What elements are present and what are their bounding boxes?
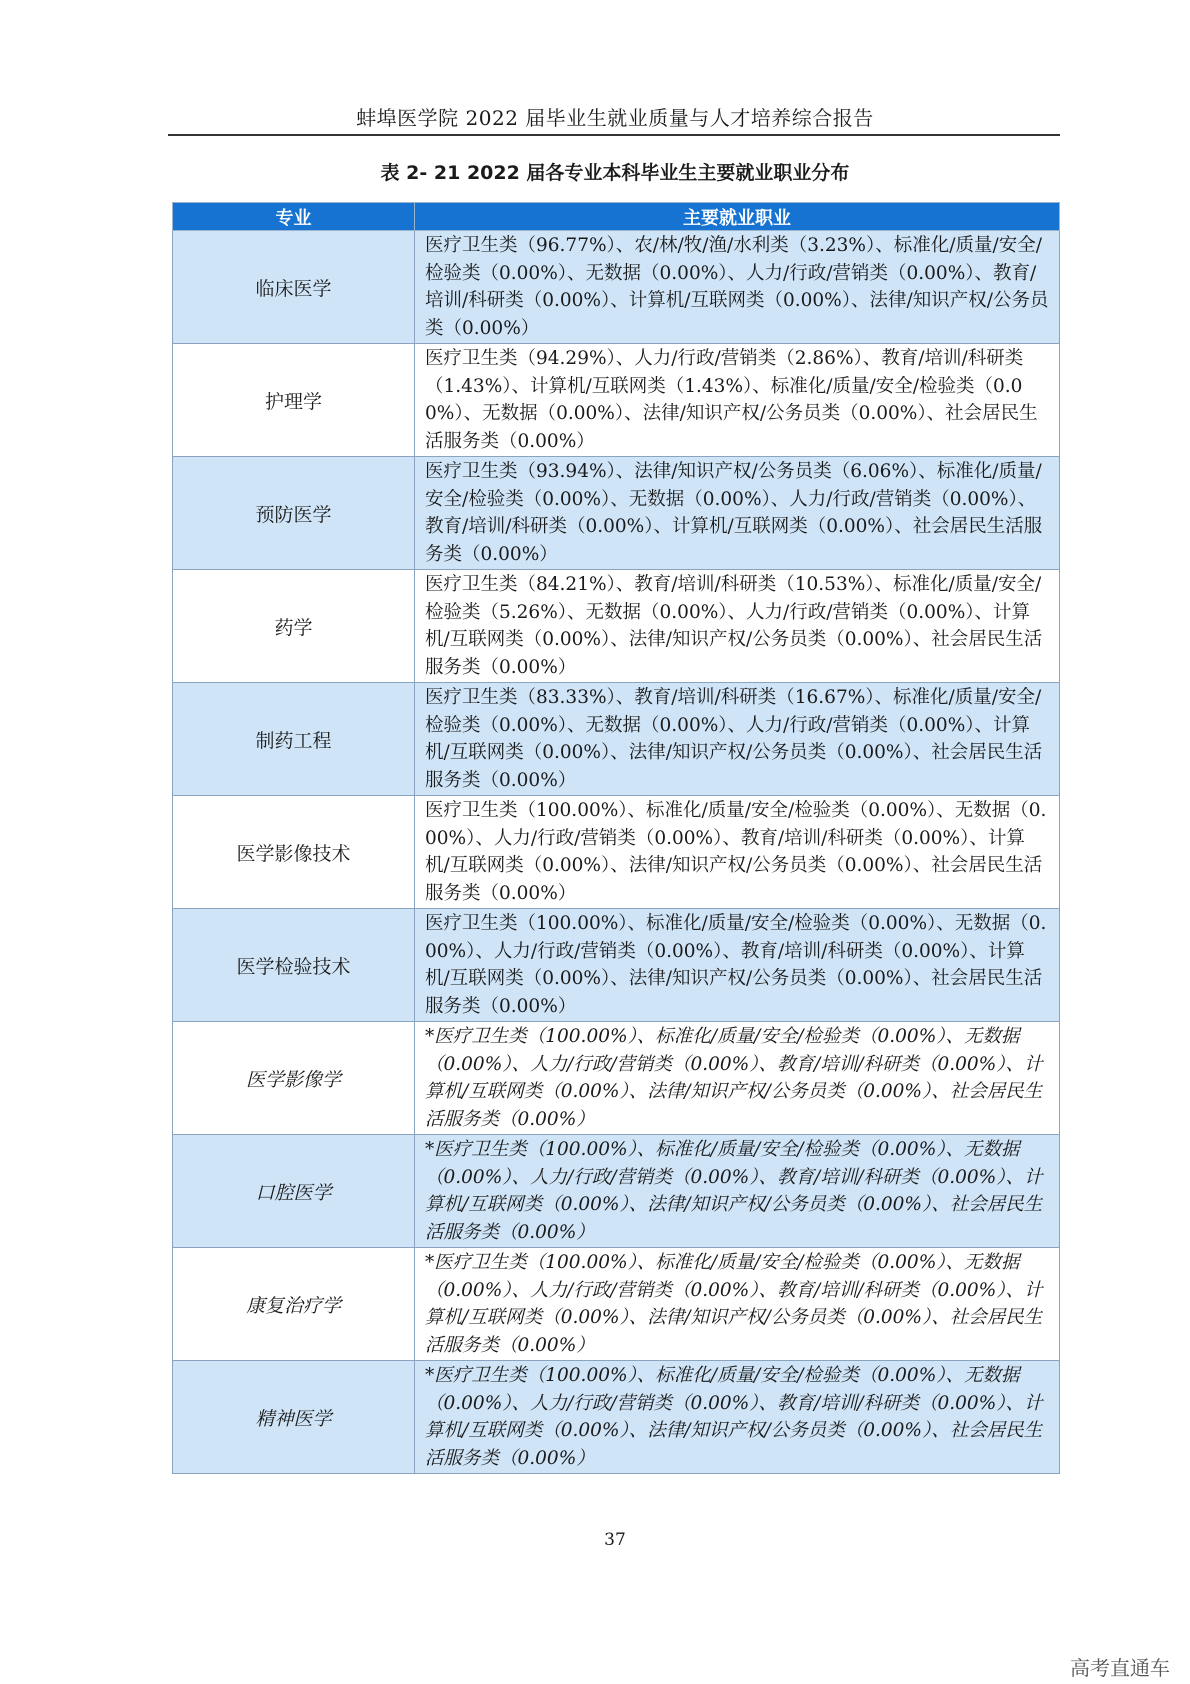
occupation-cell: 医疗卫生类（83.33%）、教育/培训/科研类（16.67%）、标准化/质量/安全/检验类（0.00%）、无数据（0.00%）、人力/行政/营销类（0.00%）、计算机/互联网类（0.00%）、法律/知识产权/公务员类（0.00%）、社会居民生活服务类（0.00%） [415, 683, 1060, 796]
header-divider [168, 134, 1060, 136]
table-row [173, 1022, 1060, 1135]
major-cell: 医学影像学 [173, 1022, 415, 1135]
watermark-text: 高考直通车 [1070, 1656, 1170, 1680]
occupation-cell: 医疗卫生类（100.00%）、标准化/质量/安全/检验类（0.00%）、无数据（0.00%）、人力/行政/营销类（0.00%）、教育/培训/科研类（0.00%）、计算机/互联网类（0.00%）、法律/知识产权/公务员类（0.00%）、社会居民生活服务类（0.00%） [415, 796, 1060, 909]
major-cell: 药学 [173, 570, 415, 683]
major-cell: 精神医学 [173, 1361, 415, 1474]
column-header-occupation: 主要就业职业 [415, 203, 1060, 231]
occupation-cell: *医疗卫生类（100.00%）、标准化/质量/安全/检验类（0.00%）、无数据（0.00%）、人力/行政/营销类（0.00%）、教育/培训/科研类（0.00%）、计算机/互联网类（0.00%）、法律/知识产权/公务员类（0.00%）、社会居民生活服务类（0.00%） [415, 1248, 1060, 1361]
table-row [173, 1135, 1060, 1248]
column-header-major: 专业 [173, 203, 415, 231]
table-row [173, 344, 1060, 457]
major-cell: 临床医学 [173, 231, 415, 344]
occupation-cell: *医疗卫生类（100.00%）、标准化/质量/安全/检验类（0.00%）、无数据（0.00%）、人力/行政/营销类（0.00%）、教育/培训/科研类（0.00%）、计算机/互联网类（0.00%）、法律/知识产权/公务员类（0.00%）、社会居民生活服务类（0.00%） [415, 1022, 1060, 1135]
table-row [173, 1248, 1060, 1361]
table-caption: 表 2- 21 2022 届各专业本科毕业生主要就业职业分布 [380, 162, 850, 184]
occupation-cell: *医疗卫生类（100.00%）、标准化/质量/安全/检验类（0.00%）、无数据（0.00%）、人力/行政/营销类（0.00%）、教育/培训/科研类（0.00%）、计算机/互联网类（0.00%）、法律/知识产权/公务员类（0.00%）、社会居民生活服务类（0.00%） [415, 1361, 1060, 1474]
occupation-cell: 医疗卫生类（94.29%）、人力/行政/营销类（2.86%）、教育/培训/科研类（1.43%）、计算机/互联网类（1.43%）、标准化/质量/安全/检验类（0.00%）、无数据（0.00%）、法律/知识产权/公务员类（0.00%）、社会居民生活服务类（0.00%） [415, 344, 1060, 457]
occupation-cell: 医疗卫生类（93.94%）、法律/知识产权/公务员类（6.06%）、标准化/质量/安全/检验类（0.00%）、无数据（0.00%）、人力/行政/营销类（0.00%）、教育/培训/科研类（0.00%）、计算机/互联网类（0.00%）、社会居民生活服务类（0.00%） [415, 457, 1060, 570]
occupation-cell: *医疗卫生类（100.00%）、标准化/质量/安全/检验类（0.00%）、无数据（0.00%）、人力/行政/营销类（0.00%）、教育/培训/科研类（0.00%）、计算机/互联网类（0.00%）、法律/知识产权/公务员类（0.00%）、社会居民生活服务类（0.00%） [415, 1135, 1060, 1248]
page-number: 37 [604, 1530, 626, 1550]
major-cell: 康复治疗学 [173, 1248, 415, 1361]
occupation-cell: 医疗卫生类（84.21%）、教育/培训/科研类（10.53%）、标准化/质量/安全/检验类（5.26%）、无数据（0.00%）、人力/行政/营销类（0.00%）、计算机/互联网类（0.00%）、法律/知识产权/公务员类（0.00%）、社会居民生活服务类（0.00%） [415, 570, 1060, 683]
table-row [173, 909, 1060, 1022]
major-cell: 制药工程 [173, 683, 415, 796]
occupation-cell: 医疗卫生类（96.77%）、农/林/牧/渔/水利类（3.23%）、标准化/质量/安全/检验类（0.00%）、无数据（0.00%）、人力/行政/营销类（0.00%）、教育/培训/科研类（0.00%）、计算机/互联网类（0.00%）、法律/知识产权/公务员类（0.00%） [415, 231, 1060, 344]
table-row [173, 231, 1060, 344]
occupation-distribution-table [172, 202, 1060, 1474]
major-cell: 口腔医学 [173, 1135, 415, 1248]
major-cell: 护理学 [173, 344, 415, 457]
table-row [173, 1361, 1060, 1474]
report-header-title: 蚌埠医学院 2022 届毕业生就业质量与人才培养综合报告 [356, 106, 874, 130]
major-cell: 医学检验技术 [173, 909, 415, 1022]
table-row [173, 683, 1060, 796]
table-row [173, 457, 1060, 570]
table-row [173, 796, 1060, 909]
table-header-row [173, 203, 1060, 231]
major-cell: 医学影像技术 [173, 796, 415, 909]
major-cell: 预防医学 [173, 457, 415, 570]
occupation-cell: 医疗卫生类（100.00%）、标准化/质量/安全/检验类（0.00%）、无数据（0.00%）、人力/行政/营销类（0.00%）、教育/培训/科研类（0.00%）、计算机/互联网类（0.00%）、法律/知识产权/公务员类（0.00%）、社会居民生活服务类（0.00%） [415, 909, 1060, 1022]
table-row [173, 570, 1060, 683]
